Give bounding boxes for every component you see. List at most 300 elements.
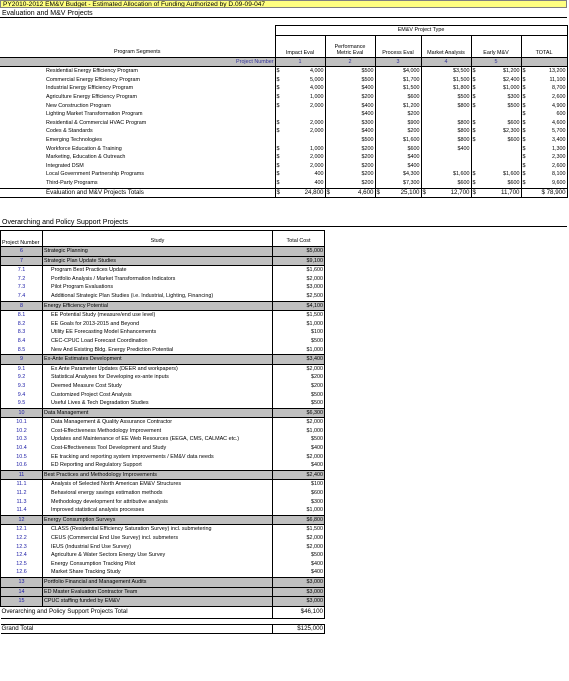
currency-symbol: $ (472, 76, 476, 83)
value-cell (471, 136, 521, 145)
value: $2,300 (503, 128, 520, 135)
value-cell (325, 67, 375, 76)
table-row (1, 355, 325, 365)
value-cell (275, 84, 325, 93)
table-row (1, 470, 325, 480)
value: $200 (361, 145, 374, 152)
cost-value: $2,000 (273, 534, 325, 543)
project-number: 11.4 (1, 506, 43, 515)
table-row (1, 568, 325, 577)
program-name: Agriculture Energy Efficiency Program (46, 93, 137, 100)
project-number: 11.2 (1, 489, 43, 498)
program-name: Marketing, Education & Outreach (46, 154, 126, 161)
table-row (0, 102, 567, 111)
project-number: 12.3 (1, 543, 43, 552)
currency-symbol: $ (472, 93, 476, 100)
section1-title: Evaluation and M&V Projects (0, 9, 567, 18)
table-row (1, 337, 325, 346)
table-row (1, 283, 325, 292)
value-cell (375, 145, 421, 154)
value-cell (471, 67, 521, 76)
total-value: 11,700 (501, 188, 520, 196)
project-number: 5 (471, 57, 521, 67)
value: $200 (361, 171, 374, 178)
total-value: 25,100 (400, 188, 420, 196)
value: $400 (407, 162, 420, 169)
cost-value: $1,000 (273, 427, 325, 436)
value-cell (325, 153, 375, 162)
cost-value: $6,800 (273, 515, 325, 525)
blank-cell (0, 26, 45, 36)
study-name: Behavioral energy savings estimation methods (43, 489, 273, 498)
study-name: Deemed Measure Cost Study (43, 382, 273, 391)
cost-value: $1,600 (273, 266, 325, 275)
project-number: 10.6 (1, 461, 43, 470)
currency-symbol: $ (276, 171, 280, 178)
table-row (0, 110, 567, 119)
table-row (0, 145, 567, 154)
value: $4,000 (403, 68, 420, 75)
value: $300 (361, 119, 374, 126)
blank-cell (0, 170, 45, 179)
currency-symbol: $ (472, 119, 476, 126)
section2-table (0, 230, 325, 634)
value: 9,600 (552, 179, 566, 186)
study-name: Improved statistical analysis processes (43, 506, 273, 515)
study-name: EE tracking and reporting system improvements / EM&V data needs (43, 453, 273, 462)
section1-table (0, 25, 568, 198)
table-row (1, 292, 325, 301)
value-cell (325, 145, 375, 154)
blank-cell (0, 179, 45, 188)
value-cell (275, 102, 325, 111)
currency-symbol: $ (522, 145, 526, 152)
table-row (1, 256, 325, 266)
value-cell (275, 76, 325, 85)
program-name: Lighting Market Transformation Program (46, 111, 143, 118)
table-row (1, 506, 325, 515)
total-cell (521, 188, 567, 198)
total-cell (421, 188, 471, 198)
project-number: 8.4 (1, 337, 43, 346)
value-cell (421, 162, 471, 171)
table-row (0, 84, 567, 93)
value-cell (471, 153, 521, 162)
project-number: 7.1 (1, 266, 43, 275)
program-name: Workforce Education & Training (46, 145, 122, 152)
value: 5,700 (552, 128, 566, 135)
blank-cell (0, 136, 45, 145)
study-name: Methodology development for attributive analysis (43, 498, 273, 507)
project-number: 10.4 (1, 444, 43, 453)
table-row (1, 587, 325, 597)
value-cell (521, 67, 567, 76)
table-row (1, 427, 325, 436)
value: $500 (361, 76, 374, 83)
study-name: CEC-CPUC Load Forecast Coordination (43, 337, 273, 346)
value: $600 (507, 119, 520, 126)
currency-symbol: $ (276, 93, 280, 100)
study-name: Data Management (43, 408, 273, 418)
value-cell (421, 170, 471, 179)
study-name: Program Best Practices Update (43, 266, 273, 275)
value-cell (275, 179, 325, 188)
value-cell (471, 119, 521, 128)
currency-symbol: $ (472, 171, 476, 178)
table-row (1, 266, 325, 275)
value-cell (275, 170, 325, 179)
currency-symbol: $ (522, 102, 526, 109)
value: $1,500 (403, 85, 420, 92)
value: 2,000 (310, 154, 324, 161)
value: 2,000 (310, 119, 324, 126)
cost-value: $600 (273, 489, 325, 498)
project-number: 9.5 (1, 399, 43, 408)
value-cell (471, 170, 521, 179)
cost-value: $3,000 (273, 283, 325, 292)
cost-value: $3,000 (273, 597, 325, 607)
project-number: 11 (1, 470, 43, 480)
project-number: 14 (1, 587, 43, 597)
value-cell (471, 179, 521, 188)
value-cell (471, 110, 521, 119)
cost-value: $2,000 (273, 453, 325, 462)
study-header: Study (43, 231, 273, 247)
value-cell (275, 162, 325, 171)
study-name: Market Share Tracking Study (43, 568, 273, 577)
table-row (1, 311, 325, 320)
table-row (1, 247, 325, 257)
table-row (1, 560, 325, 569)
value: 4,000 (310, 85, 324, 92)
currency-symbol: $ (276, 188, 280, 196)
cost-value: $300 (273, 498, 325, 507)
study-name: Customized Project Cost Analysis (43, 391, 273, 400)
study-name: ED Reporting and Regulatory Support (43, 461, 273, 470)
project-number: 12.1 (1, 525, 43, 534)
cost-value: $2,000 (273, 418, 325, 427)
total-cell (325, 188, 375, 198)
value-cell (375, 127, 421, 136)
value: $500 (457, 93, 470, 100)
value: $1,600 (503, 171, 520, 178)
study-name: CLASS (Residential Efficiency Saturation Survey) incl. submetering (43, 525, 273, 534)
table-row (1, 498, 325, 507)
column-header: TOTAL (521, 35, 567, 57)
table-row (1, 391, 325, 400)
study-name: Energy Consumption Surveys (43, 515, 273, 525)
value: 3,400 (552, 136, 566, 143)
value: 400 (314, 171, 324, 178)
cost-value: $400 (273, 461, 325, 470)
study-name: Ex-Ante Estimates Development (43, 355, 273, 365)
value-cell (325, 179, 375, 188)
study-name: Portfolio Analysis / Market Transformation Indicators (43, 275, 273, 284)
total-value: 24,800 (304, 188, 324, 196)
program-name: Residential Energy Efficiency Program (46, 68, 138, 75)
value-cell (471, 145, 521, 154)
project-number: 13 (1, 577, 43, 587)
value-cell (521, 127, 567, 136)
program-name: Third-Party Programs (46, 179, 98, 186)
table-row (1, 543, 325, 552)
project-number-header: Project Number (1, 231, 43, 247)
value: 4,600 (552, 119, 566, 126)
study-name: Additional Strategic Plan Studies (i.e. Industrial, Lighting, Financing) (43, 292, 273, 301)
value-cell (421, 76, 471, 85)
value-cell (521, 145, 567, 154)
cost-value: $500 (273, 391, 325, 400)
value-cell (325, 127, 375, 136)
currency-symbol: $ (276, 68, 280, 75)
value: $400 (361, 128, 374, 135)
total-cell (471, 188, 521, 198)
value-cell (521, 136, 567, 145)
currency-symbol: $ (522, 128, 526, 135)
project-number: 12.4 (1, 551, 43, 560)
program-name: Emerging Technologies (46, 136, 102, 143)
blank-cell (0, 76, 45, 85)
value-cell (375, 110, 421, 119)
value: $1,800 (453, 85, 470, 92)
value: 400 (314, 179, 324, 186)
value-cell (375, 162, 421, 171)
study-name: Ex Ante Parameter Updates (DEER and workpapers) (43, 364, 273, 373)
study-name: Cost-Effectiveness Methodology Improvement (43, 427, 273, 436)
value: $1,000 (503, 85, 520, 92)
study-name: Useful Lives & Tech Degradation Studies (43, 399, 273, 408)
blank-cell (0, 93, 45, 102)
table-row (1, 489, 325, 498)
cost-value: $2,400 (273, 470, 325, 480)
totals-label: Evaluation and M&V Projects Totals (45, 188, 275, 198)
table-row (1, 408, 325, 418)
cost-value: $400 (273, 560, 325, 569)
value: 4,000 (310, 68, 324, 75)
value: $1,200 (403, 102, 420, 109)
blank-cell (0, 127, 45, 136)
project-number: 9 (1, 355, 43, 365)
project-number: 7.3 (1, 283, 43, 292)
currency-symbol: $ (472, 179, 476, 186)
blank-cell (45, 26, 275, 36)
table-row (1, 346, 325, 355)
grand-total-label: Grand Total (1, 624, 273, 634)
value-cell (375, 93, 421, 102)
study-name: Pilot Program Evaluations (43, 283, 273, 292)
program-name: Local Government Partnership Programs (46, 171, 144, 178)
value-cell (375, 179, 421, 188)
value: $3,500 (453, 68, 470, 75)
blank-cell (521, 57, 567, 67)
blank-cell (0, 102, 45, 111)
cost-value: $1,000 (273, 346, 325, 355)
currency-symbol: $ (522, 136, 526, 143)
project-number: 12.2 (1, 534, 43, 543)
section2-total-label: Overarching and Policy Support Projects Total (1, 606, 273, 618)
currency-symbol: $ (472, 188, 476, 196)
value-cell (521, 179, 567, 188)
currency-symbol: $ (522, 68, 526, 75)
value: $500 (361, 136, 374, 143)
value-cell (521, 84, 567, 93)
value: $400 (361, 85, 374, 92)
project-number: 10.3 (1, 435, 43, 444)
value: 5,000 (310, 76, 324, 83)
table-row (1, 399, 325, 408)
value: $200 (361, 154, 374, 161)
value-cell (375, 136, 421, 145)
table-row (0, 67, 567, 76)
project-number: 7.2 (1, 275, 43, 284)
value: $1,600 (403, 136, 420, 143)
value-cell (275, 119, 325, 128)
program-name: Integrated DSM (46, 162, 84, 169)
currency-symbol: $ (472, 128, 476, 135)
value-cell (375, 67, 421, 76)
study-name: Data Management & Quality Assurance Contractor (43, 418, 273, 427)
value-cell (421, 110, 471, 119)
cost-value: $1,000 (273, 506, 325, 515)
project-number: 10.5 (1, 453, 43, 462)
study-name: Energy Consumption Tracking Pilot (43, 560, 273, 569)
value-cell (325, 136, 375, 145)
value: 2,300 (552, 154, 566, 161)
table-row (0, 119, 567, 128)
value-cell (471, 84, 521, 93)
blank-cell (0, 119, 45, 128)
value: $200 (361, 93, 374, 100)
value-cell (325, 102, 375, 111)
value-cell (375, 76, 421, 85)
study-name: CEUS (Commercial End Use Survey) incl. submeters (43, 534, 273, 543)
value: 1,300 (552, 145, 566, 152)
value: 4,900 (552, 102, 566, 109)
value-cell (471, 102, 521, 111)
value-cell (521, 162, 567, 171)
value-cell (325, 170, 375, 179)
project-number: 12 (1, 515, 43, 525)
value-cell (375, 84, 421, 93)
study-name: Analysis of Selected North American EM&V Structures (43, 480, 273, 489)
value-cell (471, 93, 521, 102)
project-number: 12.6 (1, 568, 43, 577)
currency-symbol: $ (276, 102, 280, 109)
project-number: 2 (325, 57, 375, 67)
value: $1,500 (453, 76, 470, 83)
value: $200 (407, 128, 420, 135)
currency-symbol: $ (276, 76, 280, 83)
value-cell (325, 76, 375, 85)
cost-value: $3,000 (273, 587, 325, 597)
currency-symbol: $ (472, 136, 476, 143)
table-row (0, 93, 567, 102)
table-row (1, 551, 325, 560)
cost-value: $400 (273, 444, 325, 453)
currency-symbol: $ (276, 119, 280, 126)
cost-value: $100 (273, 328, 325, 337)
value: 2,600 (552, 162, 566, 169)
program-name: New Construction Program (46, 102, 111, 109)
table-row (1, 328, 325, 337)
table-row (1, 364, 325, 373)
project-number: 8.3 (1, 328, 43, 337)
value-cell (421, 84, 471, 93)
value: $300 (507, 93, 520, 100)
study-name: CPUC staffing funded by EM&V (43, 597, 273, 607)
total-value: $ 78,900 (541, 188, 566, 196)
cost-value: $1,500 (273, 311, 325, 320)
column-header: Process Eval (375, 35, 421, 57)
cost-value: $1,500 (273, 525, 325, 534)
value: $4,300 (403, 171, 420, 178)
project-number: 10.1 (1, 418, 43, 427)
currency-symbol: $ (472, 68, 476, 75)
value: $400 (361, 111, 374, 118)
project-number: 10 (1, 408, 43, 418)
blank-cell (0, 188, 45, 198)
value-cell (375, 153, 421, 162)
project-number: 9.1 (1, 364, 43, 373)
study-name: Portfolio Financial and Management Audits (43, 577, 273, 587)
currency-symbol: $ (276, 85, 280, 92)
table-row (0, 179, 567, 188)
study-name: Updates and Maintenance of EE Web Resources (EEGA, CMS, CALMAC etc.) (43, 435, 273, 444)
value: $1,700 (403, 76, 420, 83)
blank-cell (0, 162, 45, 171)
column-header: Market Analysis (421, 35, 471, 57)
value: $600 (457, 179, 470, 186)
project-number: 10.2 (1, 427, 43, 436)
value: $200 (361, 179, 374, 186)
table-row (1, 480, 325, 489)
value-cell (375, 102, 421, 111)
value: $600 (507, 179, 520, 186)
study-name: Strategic Planning (43, 247, 273, 257)
value: $900 (407, 119, 420, 126)
value-cell (375, 119, 421, 128)
cost-value: $3,000 (273, 577, 325, 587)
value: 1,000 (310, 93, 324, 100)
value: $400 (361, 102, 374, 109)
blank-cell (0, 145, 45, 154)
value-cell (325, 84, 375, 93)
cost-value: $200 (273, 373, 325, 382)
project-number: 3 (375, 57, 421, 67)
project-number: 8.5 (1, 346, 43, 355)
project-number-label: Project Number (0, 57, 275, 67)
table-row (1, 320, 325, 329)
value: $600 (407, 145, 420, 152)
table-row (0, 153, 567, 162)
value-cell (471, 76, 521, 85)
project-number: 11.1 (1, 480, 43, 489)
table-row (0, 170, 567, 179)
blank-cell (0, 84, 45, 93)
project-number: 8.2 (1, 320, 43, 329)
currency-symbol: $ (472, 85, 476, 92)
value: 11,100 (549, 76, 566, 83)
value: 2,000 (310, 128, 324, 135)
value-cell (275, 127, 325, 136)
cost-value: $200 (273, 382, 325, 391)
cost-value: $2,000 (273, 543, 325, 552)
currency-symbol: $ (472, 102, 476, 109)
cost-value: $2,500 (273, 292, 325, 301)
program-name: Commercial Energy Efficiency Program (46, 76, 140, 83)
project-number: 9.2 (1, 373, 43, 382)
currency-symbol: $ (276, 128, 280, 135)
